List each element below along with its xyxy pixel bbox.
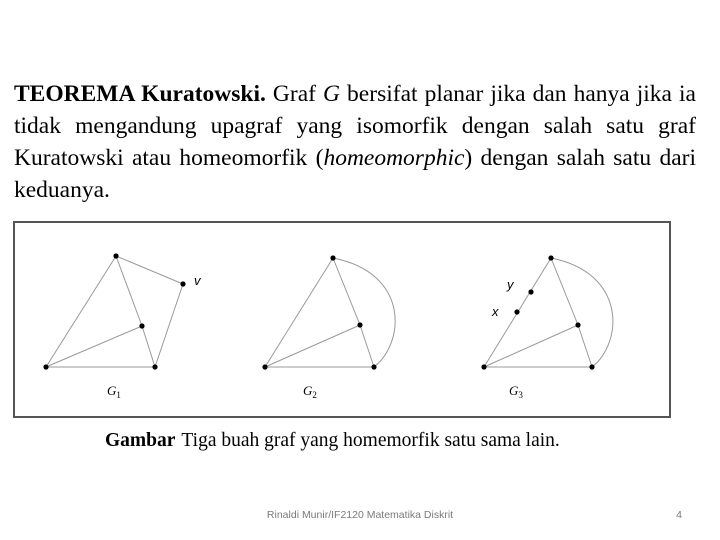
caption-text: Tiga buah graf yang homemorfik satu sama lain. (181, 430, 560, 451)
theorem-heading: TEOREMA Kuratowski. (14, 81, 266, 107)
graph-g1-edges (46, 256, 183, 367)
theorem-text-1: Graf (265, 81, 324, 107)
graph-symbol: G (323, 81, 341, 107)
theorem-text-2: bersifat planar jika dan hanya jika ia tidak mengandung upagraf yang isomorfik dengan salah satu graf Kuratowski atau homeomorfik ( (14, 81, 696, 171)
figure-caption (105, 430, 560, 452)
page-number: 4 (676, 509, 682, 521)
graph-name-g1: G1 (107, 383, 121, 400)
vertex-label-v: v (194, 273, 201, 288)
graphs-figure (15, 223, 673, 420)
theorem-italic-term: homeomorphic (323, 145, 465, 171)
theorem-paragraph (14, 78, 696, 206)
graph-g3-edges (484, 258, 613, 367)
vertex-label-y: y (507, 277, 514, 292)
figure-frame (13, 221, 671, 418)
theorem-text-3: ) dengan salah satu dari keduanya. (14, 145, 696, 203)
caption-label: Gambar (105, 430, 176, 451)
graph-name-g2: G2 (303, 383, 317, 400)
graph-g2-edges (265, 258, 395, 367)
footer-author-course: Rinaldi Munir/IF2120 Matematika Diskrit (266, 509, 454, 521)
graph-g1-vertices (43, 253, 185, 369)
graph-name-g3: G3 (509, 383, 523, 400)
vertex-label-x: x (492, 304, 499, 319)
graph-g2-vertices (262, 255, 376, 369)
